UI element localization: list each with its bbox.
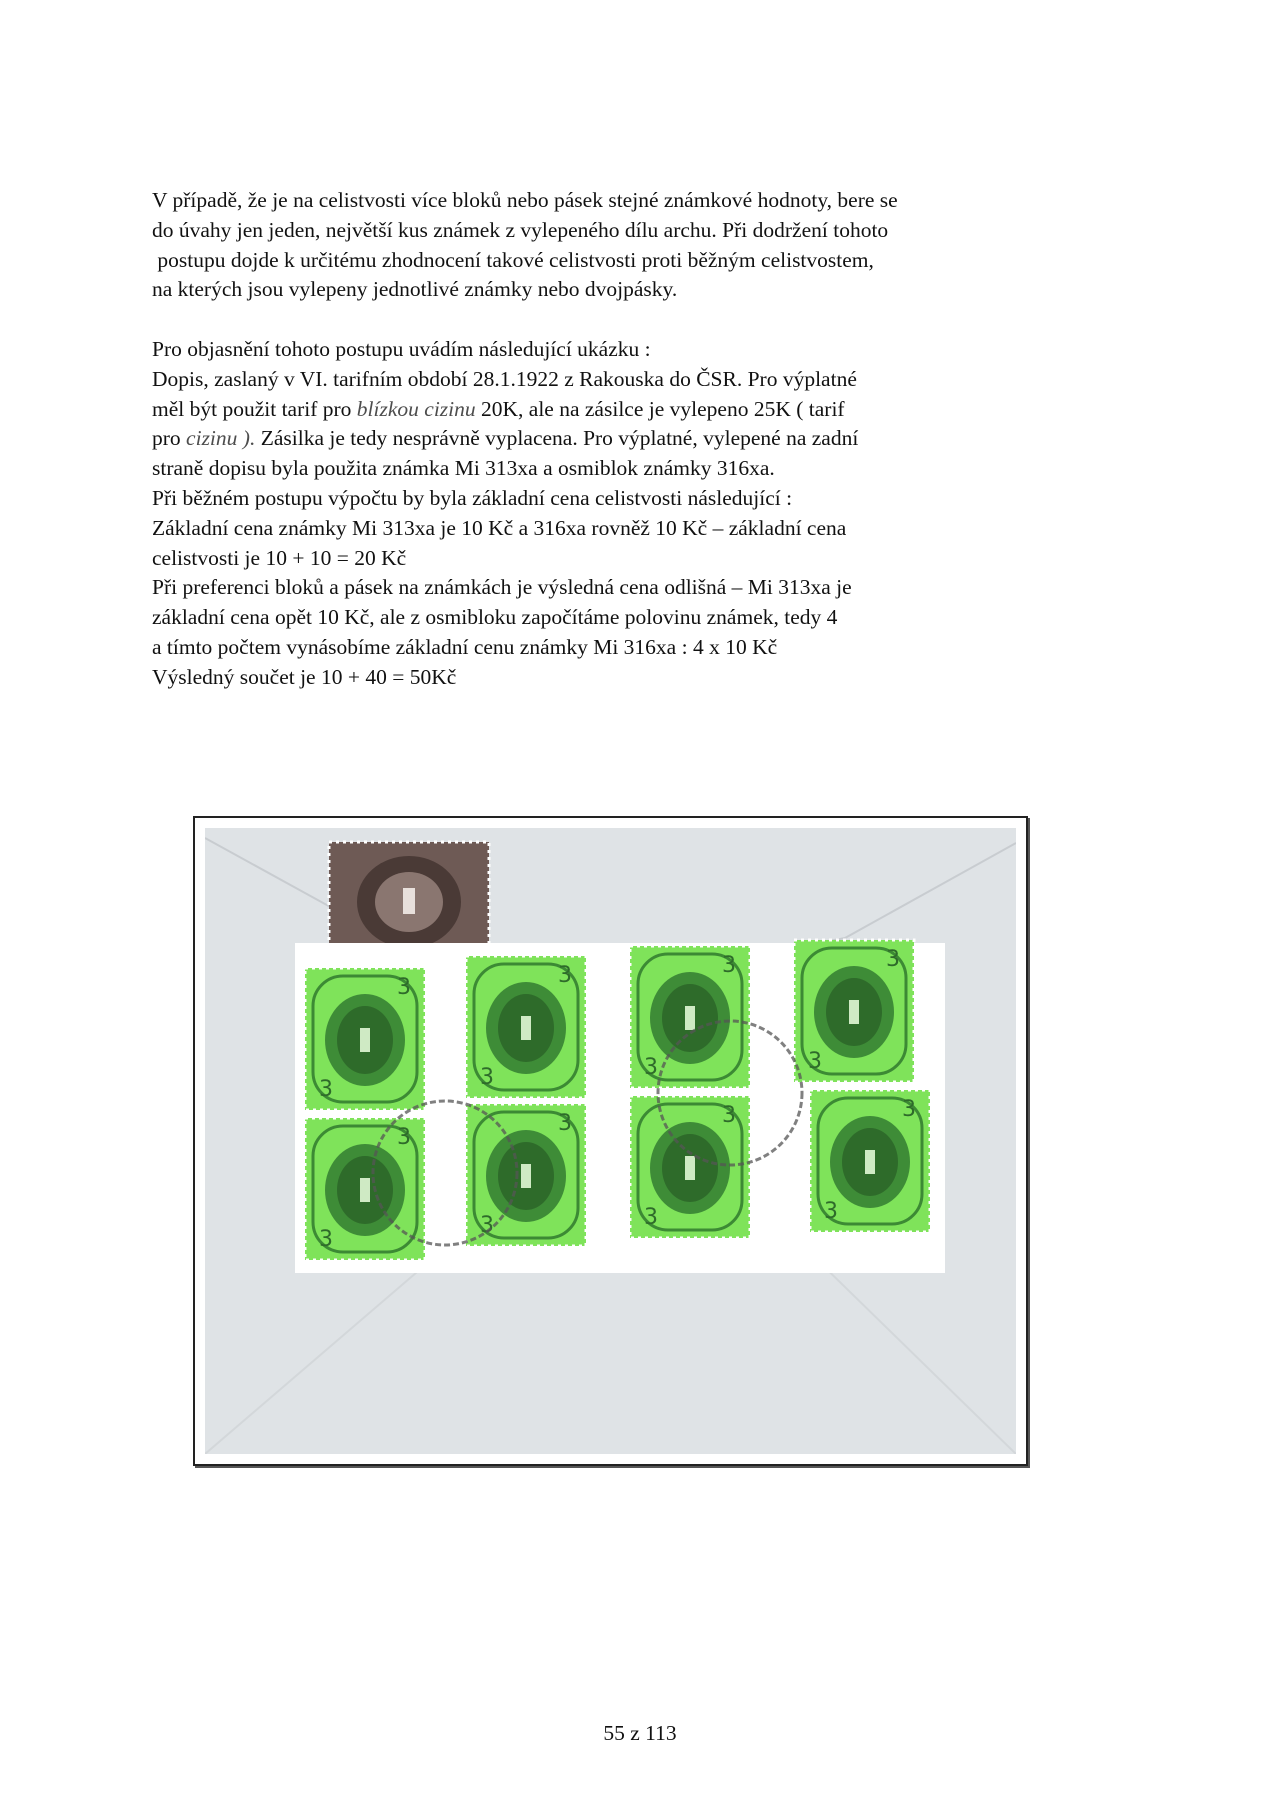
paragraph-line: Při preferenci bloků a pásek na známkách je výsledná cena odlišná – Mi 313xa je	[152, 575, 852, 600]
paragraph-line: Pro objasnění tohoto postupu uvádím následující ukázku :	[152, 336, 651, 361]
paragraph-line: základní cena opět 10 Kč, ale z osmibloku započítáme polovinu známek, tedy 4	[152, 605, 838, 630]
paragraph-line: na kterých jsou vylepeny jednotlivé známky nebo dvojpásky.	[152, 277, 678, 302]
text-segment: Zásilka je tedy nesprávně vyplacena. Pro výplatné, vylepené na zadní	[255, 426, 859, 451]
paragraph-line	[152, 424, 1072, 454]
text-segment: 20K, ale na zásilce je vylepeno 25K ( tarif	[475, 396, 845, 421]
paragraph-line: celistvosti je 10 + 10 = 20 Kč	[152, 545, 407, 570]
paragraph-line: V případě, že je na celistvosti více bloků nebo pásek stejné známkové hodnoty, bere se	[152, 188, 898, 212]
paragraph-line: Základní cena známky Mi 313xa je 10 Kč a 316xa rovněž 10 Kč – základní cena	[152, 515, 847, 540]
paragraph-line: Výsledný součet je 10 + 40 = 50Kč	[152, 664, 457, 689]
envelope-with-stamps-icon	[205, 828, 1016, 1454]
body-text	[152, 186, 1072, 693]
paragraph-line	[152, 395, 1072, 425]
paragraph-line: Dopis, zaslaný v VI. tarifním období 28.1.1922 z Rakouska do ČSR. Pro výplatné	[152, 366, 857, 391]
paragraph-line: postupu dojde k určitému zhodnocení takové celistvosti proti běžným celistvostem,	[152, 247, 874, 272]
paragraph-line: a tímto počtem vynásobíme základní cenu známky Mi 316xa : 4 x 10 Kč	[152, 634, 778, 659]
italic-term: blízkou cizinu	[356, 396, 476, 421]
paragraph-line: straně dopisu byla použita známka Mi 313xa a osmiblok známky 316xa.	[152, 456, 775, 481]
paragraph-line: Při běžném postupu výpočtu by byla základní cena celistvosti následující :	[152, 485, 793, 510]
envelope-photo	[193, 816, 1028, 1466]
paragraph-line: do úvahy jen jeden, největší kus známek z vylepeného dílu archu. Při dodržení tohoto	[152, 217, 889, 242]
text-segment: pro	[152, 426, 187, 451]
paragraph-gap	[152, 305, 1072, 335]
italic-term: cizinu ).	[186, 426, 256, 451]
text-segment: měl být použit tarif pro	[152, 396, 357, 421]
page-number: 55 z 113	[603, 1721, 677, 1745]
